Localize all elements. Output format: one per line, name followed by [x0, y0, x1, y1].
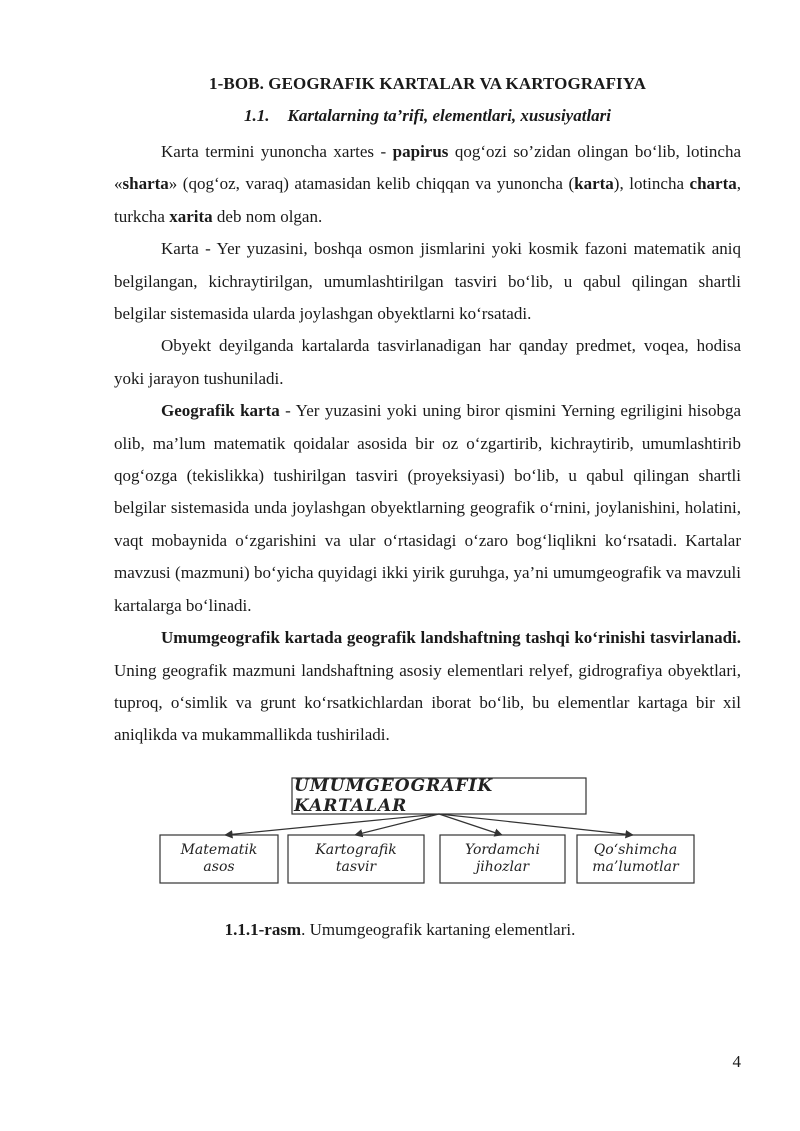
paragraph-4 [114, 395, 741, 622]
box-4-line-1: Qo‘shimcha [593, 842, 678, 858]
page-number: 4 [732, 1052, 741, 1071]
page-content [114, 70, 741, 752]
box-4-line-2: ma’lumotlar [592, 859, 679, 875]
term-sharta: sharta [122, 174, 169, 194]
p1-text-2: qog‘ozi so’zidan olingan bo‘lib, lotincha « [114, 142, 741, 194]
chapter-title: 1-BOB. GEOGRAFIK KARTALAR VA KARTOGRAFIYA [209, 74, 646, 93]
term-papirus: papirus [392, 142, 449, 161]
term-geografik-karta: Geografik karta [161, 401, 280, 421]
p5-bold-lead: Umumgeografik kartada geografik landshaftning tashqi ko‘rinishi tasvirlanadi. [161, 628, 741, 648]
caption-text: . Umumgeografik kartaning elementlari. [301, 920, 576, 939]
caption-label: 1.1.1-rasm [224, 920, 302, 939]
box-2-line-2: tasvir [335, 859, 377, 875]
box-3-line-2: jihozlar [475, 859, 530, 875]
term-karta: karta [574, 174, 614, 194]
section-title [114, 106, 741, 126]
term-xarita: xarita [169, 206, 213, 226]
p1-text-4: ), lotincha [613, 174, 690, 194]
connector-1 [225, 814, 439, 835]
box-1-line-1: Matematik [180, 842, 258, 858]
section-heading: Kartalarning ta’rifi, elementlari, xususiyatlari [287, 106, 612, 125]
section-number: 1.1. [243, 106, 270, 125]
figure-caption [0, 920, 800, 940]
figure-diagram [157, 773, 697, 893]
p1-text-6: deb nom olgan. [212, 206, 323, 226]
paragraph-1 [114, 136, 741, 233]
diagram-title: UMUMGEOGRAFIK KARTALAR [294, 776, 494, 816]
connector-2 [355, 814, 439, 835]
diagram-box-qoshimcha-malumotlar [577, 835, 694, 883]
term-charta: charta [689, 174, 737, 194]
p1-text-1: Karta termini yunoncha xartes - [161, 142, 393, 161]
box-1-line-2: asos [203, 859, 235, 875]
diagram-box-matematik-asos [160, 835, 278, 883]
paragraph-2: Karta - Yer yuzasini, boshqa osmon jismlarini yoki kosmik fazoni matematik aniq belgilangan, kichraytirilgan, umumlashtirilgan tasviri bo‘lib, u qabul qilingan shartli belgilar sistemasida ularda joylashgan obyektlarni ko‘rsatadi. [114, 239, 741, 324]
p1-text-3: » (qog‘oz, varaq) atamasidan kelib chiqqan va yunoncha ( [168, 174, 575, 194]
box-3-line-1: Yordamchi [464, 842, 541, 858]
box-2-line-1: Kartografik [315, 842, 397, 858]
connector-4 [439, 814, 633, 835]
p5-text-1: Uning geografik mazmuni landshaftning asosiy elementlari relyef, gidrografiya obyektlari, tuproq, o‘simlik va grunt ko‘rsatkichlardan iborat bo‘lib, bu elementlar kartaga bir xil aniqlikda va mukammallikda tushiriladi. [114, 660, 741, 745]
p1-text-5: , turkcha [114, 174, 741, 226]
diagram-box-kartografik-tasvir [288, 835, 424, 883]
p4-text-1: - Yer yuzasini yoki uning biror qismini Yerning egriligini hisobga olib, ma’lum matematik qoidalar asosida bir oz o‘zgartirib, kichraytirib, umumlashtirib qog‘ozga (tekislikka) tushirilgan tasviri (proyeksiyasi) bo‘lib, u qabul qilingan shartli belgilar sistemasida unda joylashgan obyektlarning geografik o‘rnini, joylanishini, holatini, vaqt mobaynida o‘zgarishini va ular o‘rtasidagi o‘zaro bog‘liqlikni ko‘rsatadi. Kartalar mavzusi (mazmuni) bo‘yicha quyidagi ikki yirik guruhga, ya’ni umumgeografik va mavzuli kartalarga bo‘linadi. [114, 401, 741, 615]
paragraph-5 [114, 622, 741, 752]
paragraph-3: Obyekt deyilganda kartalarda tasvirlanadigan har qanday predmet, voqea, hodisa yoki jarayon tushuniladi. [114, 336, 741, 388]
diagram-box-yordamchi-jihozlar [440, 835, 565, 883]
